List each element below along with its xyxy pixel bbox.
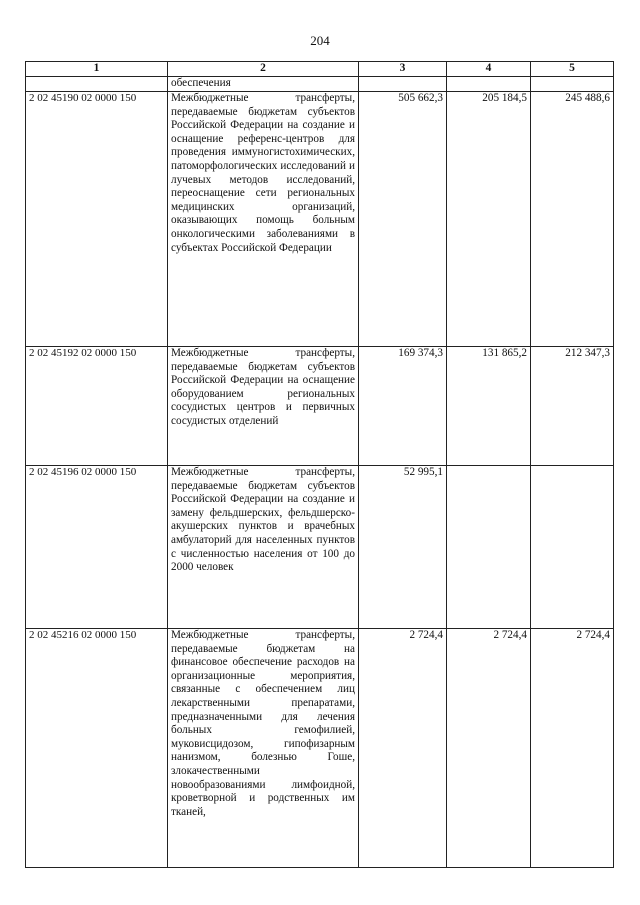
row-value-col4: 131 865,2 (447, 347, 531, 466)
budget-table (25, 61, 614, 868)
continuation-row (26, 77, 614, 92)
row-description: Межбюджетные трансферты, передаваемые бюджетам субъектов Российской Федерации на создание и замену фельдшерских, фельдшерско-акушерских пунктов и врачебных амбулаторий для населенных пунктов с численностью населения от 100 до 2000 человек (168, 466, 359, 629)
continuation-col3 (359, 77, 447, 92)
continuation-col5 (531, 77, 614, 92)
row-value-col3: 505 662,3 (359, 92, 447, 347)
continuation-text: обеспечения (168, 77, 359, 92)
header-col-1: 1 (26, 62, 168, 77)
table-row (26, 629, 614, 868)
row-value-col4 (447, 466, 531, 629)
row-description: Межбюджетные трансферты, передаваемые бюджетам на финансовое обеспечение расходов на организационные мероприятия, связанные с обеспечением лиц лекарственными препаратами, предназначенными для лечения больных гемофилией, муковисцидозом, гипофизарным нанизмом, болезнью Гоше, злокачественными новообразованиями лимфоидной, кроветворной и родственных им тканей, (168, 629, 359, 868)
row-value-col5: 245 488,6 (531, 92, 614, 347)
row-value-col5: 212 347,3 (531, 347, 614, 466)
header-col-4: 4 (447, 62, 531, 77)
continuation-code (26, 77, 168, 92)
row-description: Межбюджетные трансферты, передаваемые бюджетам субъектов Российской Федерации на создание и оснащение референс-центров для проведения иммуногистохимических, патоморфологических исследований и лучевых методов исследований, переоснащение сети региональных медицинских организаций, оказывающих помощь больным онкологическими заболеваниями в субъектах Российской Федерации (168, 92, 359, 347)
table-row (26, 92, 614, 347)
row-value-col3: 169 374,3 (359, 347, 447, 466)
row-code: 2 02 45216 02 0000 150 (26, 629, 168, 868)
table-row (26, 347, 614, 466)
header-col-5: 5 (531, 62, 614, 77)
row-value-col5 (531, 466, 614, 629)
header-row (26, 62, 614, 77)
header-col-2: 2 (168, 62, 359, 77)
row-code: 2 02 45196 02 0000 150 (26, 466, 168, 629)
continuation-col4 (447, 77, 531, 92)
row-value-col4: 2 724,4 (447, 629, 531, 868)
row-value-col4: 205 184,5 (447, 92, 531, 347)
row-code: 2 02 45190 02 0000 150 (26, 92, 168, 347)
table-row (26, 466, 614, 629)
header-col-3: 3 (359, 62, 447, 77)
row-value-col5: 2 724,4 (531, 629, 614, 868)
row-code: 2 02 45192 02 0000 150 (26, 347, 168, 466)
page-number: 204 (310, 33, 330, 48)
row-description: Межбюджетные трансферты, передаваемые бюджетам субъектов Российской Федерации на оснащение оборудованием региональных сосудистых центров и первичных сосудистых отделений (168, 347, 359, 466)
row-value-col3: 2 724,4 (359, 629, 447, 868)
row-value-col3: 52 995,1 (359, 466, 447, 629)
